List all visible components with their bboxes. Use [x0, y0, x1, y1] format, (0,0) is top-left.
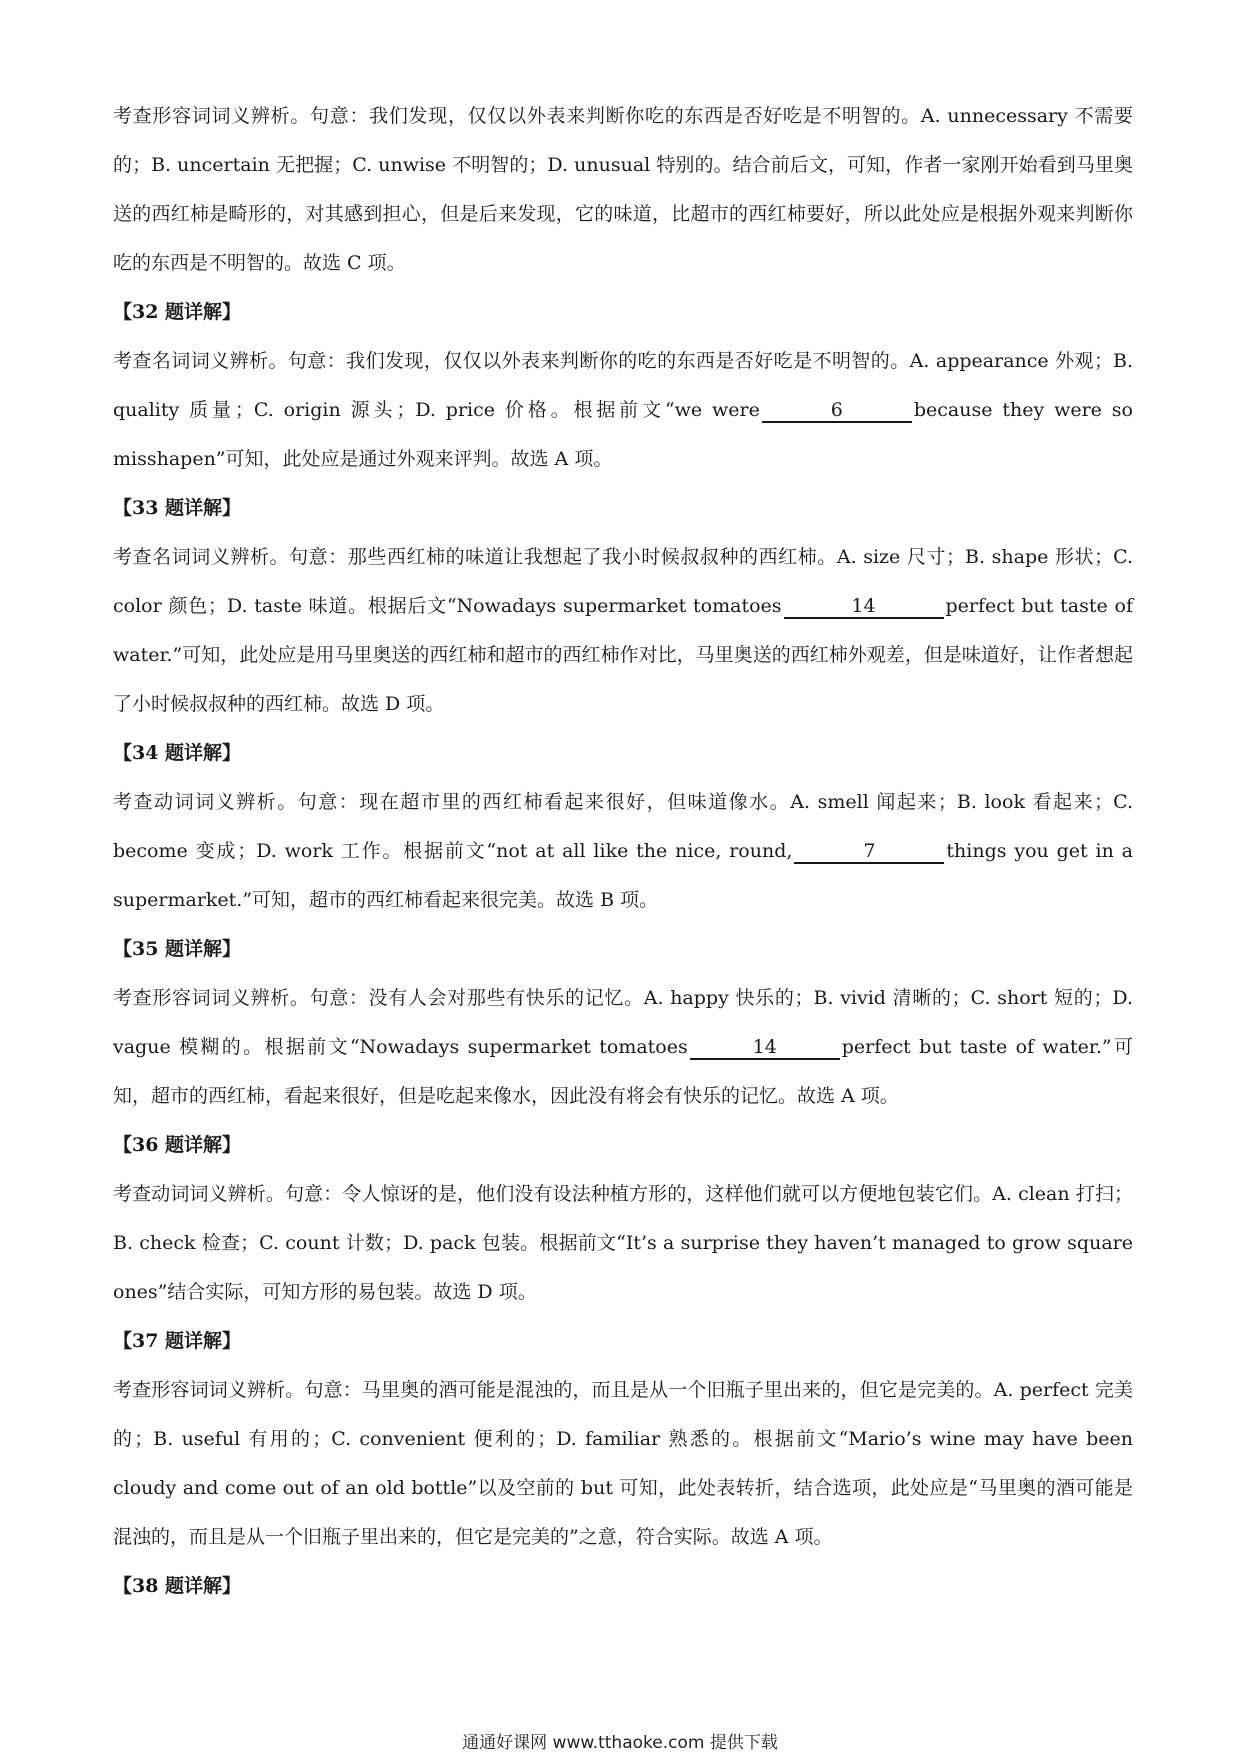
- question-heading-34: 【34 题详解】: [113, 742, 242, 764]
- explanation-34-text-b: things you get in a supermarket.”可知，超市的西红柿看起来很完美。故选 B 项。: [113, 840, 1133, 911]
- explanation-37: 考查形容词词义辨析。句意：马里奥的酒可能是混浊的，而且是从一个旧瓶子里出来的，但它是完美的。A. perfect 完美的；B. useful 有用的；C. convenient 便利的；D. familiar 熟悉的。根据前文“Mario’s wine may have been cloudy and come out of an old bottle”以及空前的 but 可知，此处表转折，结合选项，此处应是“马里奥的酒可能是混浊的，而且是从一个旧瓶子里出来的，但它是完美的”之意，符合实际。故选 A 项。: [113, 1379, 1133, 1548]
- page-footer: 通通好课网 www.tthaoke.com 提供下载: [462, 1733, 778, 1753]
- document-body: [113, 92, 1133, 1611]
- explanation-32: [113, 337, 1133, 484]
- explanation-33: [113, 533, 1133, 729]
- explanation-32-text-a: 考查名词词义辨析。句意：我们发现，仅仅以外表来判断你的吃的东西是否好吃是不明智的。A. appearance 外观；B. quality 质量；C. origin 源头；D. price 价格。根据前文“we were: [113, 350, 1133, 421]
- explanation-33-text-a: 考查名词词义辨析。句意：那些西红柿的味道让我想起了我小时候叔叔种的西红柿。A. size 尺寸；B. shape 形状；C. color 颜色；D. taste 味道。根据后文“Nowadays supermarket tomatoes: [113, 546, 1133, 617]
- explanation-35-text-b: perfect but taste of water.”可知，超市的西红柿，看起来很好，但是吃起来像水，因此没有将会有快乐的记忆。故选 A 项。: [113, 1036, 1133, 1107]
- explanation-36: 考查动词词义辨析。句意：令人惊讶的是，他们没有设法种植方形的，这样他们就可以方便地包装它们。A. clean 打扫；B. check 检查；C. count 计数；D. pack 包装。根据前文“It’s a surprise they haven’t managed to grow square ones”结合实际，可知方形的易包装。故选 D 项。: [113, 1183, 1133, 1303]
- question-heading-37: 【37 题详解】: [113, 1330, 242, 1352]
- explanation-34: [113, 778, 1133, 925]
- explanation-35: [113, 974, 1133, 1121]
- question-heading-36: 【36 题详解】: [113, 1134, 242, 1156]
- blank-6: 6: [762, 399, 912, 423]
- question-heading-32: 【32 题详解】: [113, 301, 242, 323]
- explanation-33-text-b: perfect but taste of water.”可知，此处应是用马里奥送的西红柿和超市的西红柿作对比，马里奥送的西红柿外观差，但是味道好，让作者想起了小时候叔叔种的西红柿。故选 D 项。: [113, 595, 1133, 715]
- blank-7: 7: [794, 840, 944, 864]
- explanation-31: 考查形容词词义辨析。句意：我们发现，仅仅以外表来判断你吃的东西是否好吃是不明智的。A. unnecessary 不需要的；B. uncertain 无把握；C. unwise 不明智的；D. unusual 特别的。结合前后文，可知，作者一家刚开始看到马里奥送的西红柿是畸形的，对其感到担心，但是后来发现，它的味道，比超市的西红柿要好，所以此处应是根据外观来判断你吃的东西是不明智的。故选 C 项。: [113, 105, 1133, 274]
- explanation-32-text-b: because they were so misshapen”可知，此处应是通过外观来评判。故选 A 项。: [113, 399, 1133, 470]
- question-heading-33: 【33 题详解】: [113, 497, 242, 519]
- question-heading-38: 【38 题详解】: [113, 1575, 242, 1597]
- blank-14: 14: [784, 595, 944, 619]
- blank-14-second: 14: [690, 1036, 840, 1060]
- explanation-35-text-a: 考查形容词词义辨析。句意：没有人会对那些有快乐的记忆。A. happy 快乐的；B. vivid 清晰的；C. short 短的；D. vague 模糊的。根据前文“Nowadays supermarket tomatoes: [113, 987, 1133, 1058]
- question-heading-35: 【35 题详解】: [113, 938, 242, 960]
- explanation-34-text-a: 考查动词词义辨析。句意：现在超市里的西红柿看起来很好，但味道像水。A. smell 闻起来；B. look 看起来；C. become 变成；D. work 工作。根据前文“not at all like the nice, round,: [113, 791, 1133, 862]
